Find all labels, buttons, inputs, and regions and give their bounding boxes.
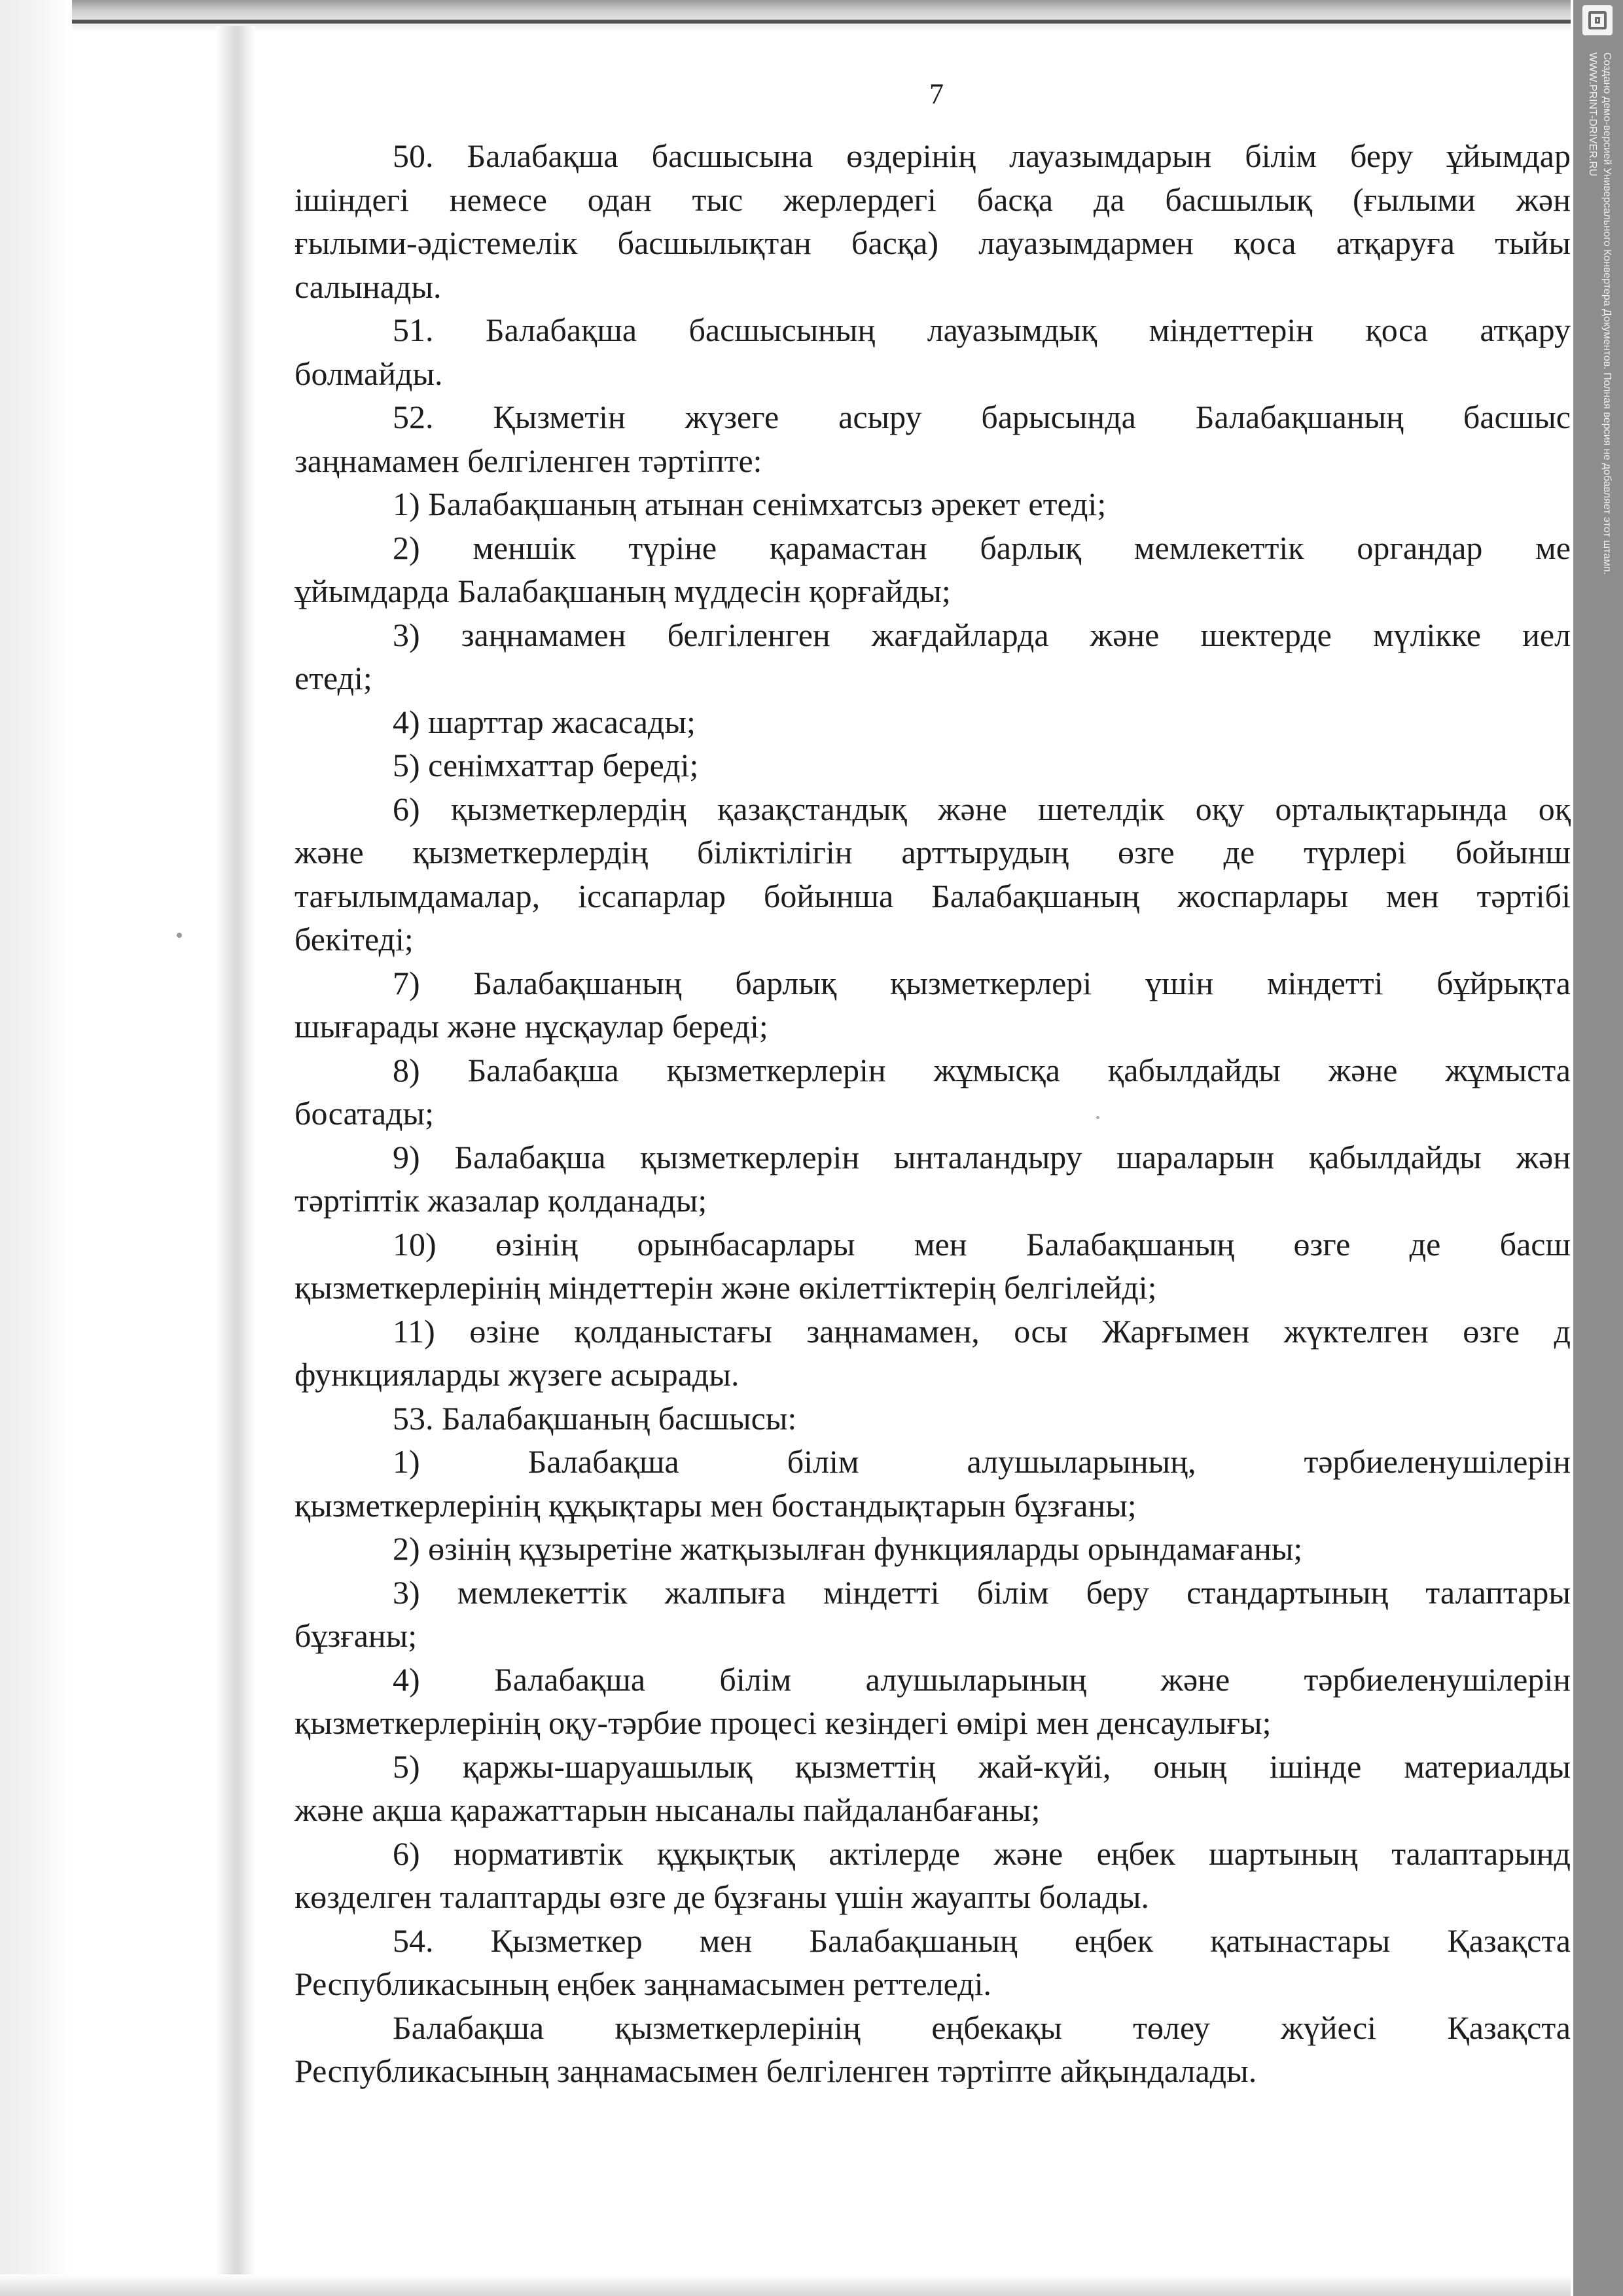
text-line: бекітеді; bbox=[294, 921, 414, 958]
text-line: 52. Қызметін жүзеге асыру барысында Балабақшаның басшыс bbox=[393, 399, 1571, 435]
text-line: 5) сенімхаттар береді; bbox=[393, 747, 699, 783]
scan-binding-shadow bbox=[216, 26, 255, 2278]
converter-stamp-text bbox=[1573, 52, 1623, 772]
text-line: 3) мемлекеттік жалпыға міндетті білім беру стандартының талаптары bbox=[393, 1573, 1571, 1611]
text-line: 1) Балабақша білім алушыларының, тәрбиеленушілерін bbox=[393, 1443, 1571, 1480]
text-line: салынады. bbox=[294, 268, 442, 305]
text-line: болмайды. bbox=[294, 355, 443, 392]
text-line: 4) шарттар жасасады; bbox=[393, 703, 696, 740]
converter-stamp-bar bbox=[1573, 0, 1623, 2296]
text-line: 3) заңнамамен белгіленген жағдайларда және шектерде мүлікке иел bbox=[393, 616, 1571, 653]
text-line: 6) қызметкерлердің қазақстандық және шетелдік оқу орталықтарында оқ bbox=[393, 790, 1571, 827]
document-body bbox=[294, 134, 1571, 2093]
text-line: ғылыми-әдістемелік басшылықтан басқа) лауазымдармен қоса атқаруға тыйы bbox=[294, 224, 1571, 261]
text-line: 4) Балабақша білім алушыларының және тәрбиеленушілерін bbox=[393, 1660, 1571, 1698]
stamp-line-2: WWW.PRINT-DRIVER.RU bbox=[1587, 52, 1598, 177]
text-line: 5) қаржы-шаруашылық қызметтің жай-күйі, оның ішінде материалды bbox=[393, 1748, 1571, 1785]
text-line: Республикасының еңбек заңнамасымен реттеледі. bbox=[294, 1965, 992, 2002]
text-line: бұзғаны; bbox=[294, 1617, 418, 1654]
stamp-line-1: Создано демо-версией Универсального Конвертера Документов. Полная версия не добавляет этот штамп. bbox=[1601, 52, 1613, 575]
text-line: 53. Балабақшаның басшысы: bbox=[393, 1399, 797, 1437]
scan-top-edge bbox=[26, 20, 1571, 24]
text-line: Республикасының заңнамасымен белгіленген тәртіпте айқындалады. bbox=[294, 2053, 1257, 2089]
text-line: ішіндегі немесе одан тыс жерлердегі басқа да басшылық (ғылыми жән bbox=[294, 181, 1571, 218]
text-line: шығарады және нұсқаулар береді; bbox=[294, 1008, 768, 1045]
scan-bottom-shadow bbox=[0, 2274, 1571, 2296]
text-line: 51. Балабақша басшысының лауазымдық міндеттерін қоса атқару bbox=[393, 312, 1571, 348]
text-line: тағылымдамалар, іссапарлар бойынша Балабақшаның жоспарлары мен тәртібі bbox=[294, 877, 1571, 914]
text-line: 10) өзінің орынбасарлары мен Балабақшаның өзге де басш bbox=[393, 1225, 1571, 1263]
text-line: заңнамамен белгіленген тәртіпте: bbox=[294, 442, 762, 479]
text-line: 9) Балабақша қызметкерлерін ынталандыру шараларын қабылдайды жән bbox=[393, 1138, 1571, 1175]
page-number: 7 bbox=[929, 78, 944, 110]
text-line: көзделген талаптарды өзге де бұзғаны үшін жауапты болады. bbox=[294, 1878, 1149, 1915]
text-line: функцияларды жүзеге асырады. bbox=[294, 1356, 740, 1393]
text-line: 7) Балабақшаның барлық қызметкерлері үшін міндетті бұйрықта bbox=[393, 964, 1571, 1001]
text-line: 6) нормативтік құқықтық актілерде және еңбек шартының талаптарынд bbox=[393, 1835, 1571, 1872]
text-line: босатады; bbox=[294, 1095, 434, 1132]
text-line: қызметкерлерінің құқықтары мен бостандықтарын бұзғаны; bbox=[294, 1486, 1137, 1524]
text-line: қызметкерлерінің міндеттерін және өкілеттіктерің белгілейді; bbox=[294, 1269, 1157, 1306]
text-line: Балабақша қызметкерлерінің еңбекақы төлеу жүйесі Қазақста bbox=[393, 2009, 1571, 2046]
text-line: 2) меншік түріне қарамастан барлық мемлекеттік органдар ме bbox=[393, 529, 1571, 566]
converter-logo-icon bbox=[1582, 5, 1613, 35]
text-line: және ақша қаражаттарын нысаналы пайдаланбағаны; bbox=[294, 1791, 1041, 1828]
text-line: қызметкерлерінің оқу-тәрбие процесі кезіндегі өмірі мен денсаулығы; bbox=[294, 1704, 1272, 1741]
text-line: 1) Балабақшаның атынан сенімхатсыз әрекет етеді; bbox=[393, 486, 1107, 522]
text-line: 54. Қызметкер мен Балабақшаның еңбек қатынастары Қазақста bbox=[393, 1922, 1571, 1959]
text-line: 8) Балабақша қызметкерлерін жұмысқа қабылдайды және жұмыста bbox=[393, 1051, 1571, 1088]
text-line: 50. Балабақша басшысына өздерінің лауазымдарын білім беру ұйымдар bbox=[393, 137, 1571, 174]
scan-speck bbox=[177, 933, 182, 938]
text-line: етеді; bbox=[294, 660, 372, 696]
text-line: ұйымдарда Балабақшаның мүддесін қорғайды; bbox=[294, 573, 951, 609]
scan-left-shadow bbox=[0, 0, 72, 2296]
text-line: 11) өзіне қолданыстағы заңнамамен, осы Жарғымен жүктелген өзге д bbox=[393, 1312, 1571, 1350]
text-line: 2) өзінің құзыретіне жатқызылған функцияларды орындамағаны; bbox=[393, 1530, 1303, 1567]
text-line: және қызметкерлердің біліктілігін арттырудың өзге де түрлері бойынш bbox=[294, 834, 1571, 870]
text-line: тәртіптік жазалар қолданады; bbox=[294, 1182, 707, 1219]
